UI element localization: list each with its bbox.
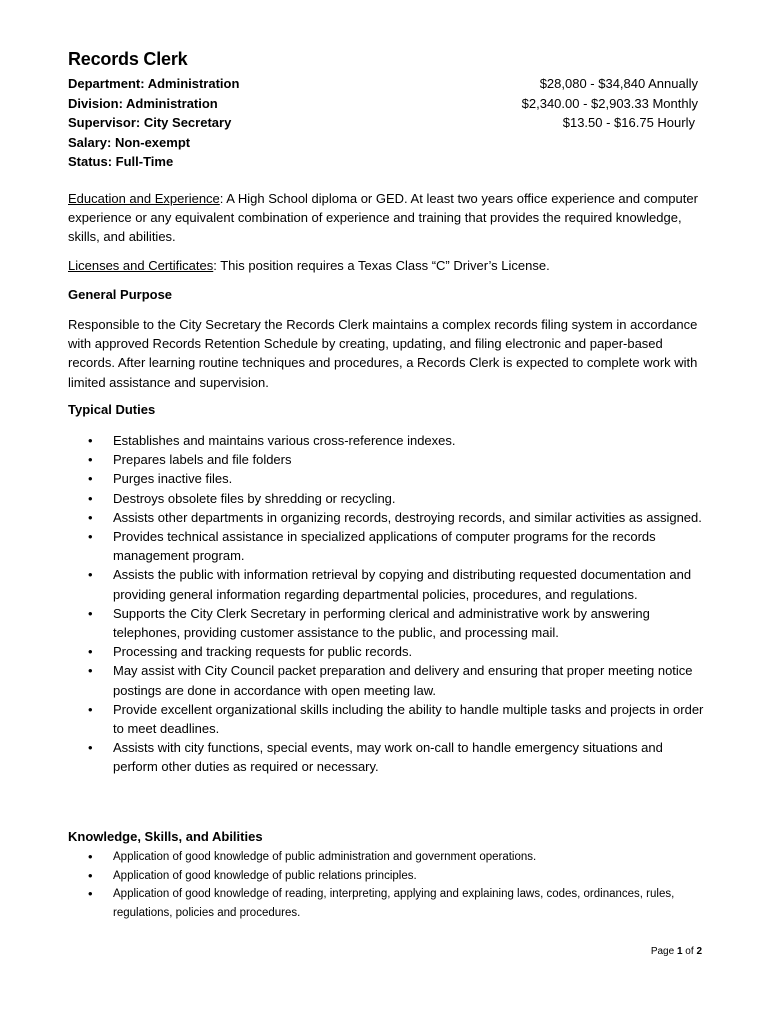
licenses-paragraph [68,256,708,275]
bullet-icon: • [88,471,93,487]
bullet-icon: • [88,663,93,679]
list-item: • Purges inactive files. [68,469,708,488]
education-text: : A High School diploma or GED. At least two years office experience and computer experience or any equivalent combination of experience and training that provides the required knowledge, skills, and abilities. [68,191,698,245]
ksa-heading: Knowledge, Skills, and Abilities [68,829,263,844]
bullet-icon: • [88,452,93,468]
division-line: Division: Administration [68,95,218,111]
job-details [68,74,239,172]
employment-status-line: Status: Full-Time [68,154,174,170]
list-item: • Assists other departments in organizing records, destroying records, and similar activities as assigned. [68,508,708,527]
bullet-icon: • [88,701,93,717]
list-item: • Application of good knowledge of public relations principles. [68,867,708,886]
education-paragraph [68,189,708,247]
licenses-text: : This position requires a Texas Class “C” Driver’s License. [213,258,550,273]
annual-salary: $28,080 - $34,840 Annually [539,76,698,91]
bullet-icon: • [88,605,93,621]
education-label: Education and Experience [68,191,220,206]
list-item: • Application of good knowledge of public administration and government operations. [68,848,708,867]
bullet-icon: • [88,644,93,660]
list-item: • Establishes and maintains various cross-reference indexes. [68,431,708,450]
bullet-icon: • [88,433,93,448]
list-item: • Provide excellent organizational skills including the ability to handle multiple tasks and projects in order to meet deadlines. [88,701,704,737]
monthly-salary: $2,340.00 - $2,903.33 Monthly [521,95,698,111]
bullet-icon: • [88,886,93,901]
page-number: Page 1 of 2 [650,946,702,957]
list-item: • Assists with city functions, special events, may work on-call to handle emergency situations and perform other duties as required or necessary. [88,740,663,775]
bullet-icon: • [88,490,93,506]
department-line: Department: Administration [68,76,240,91]
list-item: • Provides technical assistance in specialized applications of computer programs for the records management program. [88,529,656,564]
list-item: • Assists the public with information retrieval by copying and distributing requested documentation and providing general information regarding departmental policies, procedures, and regulations. [88,567,692,602]
salary-ranges [522,74,698,133]
general-purpose-heading: General Purpose [68,287,173,302]
list-item: • Processing and tracking requests for public records. [68,642,708,661]
typical-duties-list [68,431,708,777]
bullet-icon: • [88,567,93,583]
list-item: • Prepares labels and file folders [68,450,708,469]
bullet-icon: • [88,867,93,883]
hourly-salary: $13.50 - $16.75 Hourly [562,115,695,131]
bullet-icon: • [88,529,93,545]
bullet-icon: • [88,849,93,864]
bullet-icon: • [88,740,93,756]
list-item: • Supports the City Clerk Secretary in performing clerical and administrative work by answering telephones, providing customer assistance to the public, and processing mail. [88,605,650,641]
page-title: Records Clerk [68,49,188,69]
general-purpose-text: Responsible to the City Secretary the Records Clerk maintains a complex records filing system in accordance with approved Records Retention Schedule by creating, updating, and filing electronic and paper-based records. After learning routine techniques and procedures, a Records Clerk is expected to complete work with limited assistance and supervision. [68,317,698,390]
bullet-icon: • [88,509,93,525]
list-item: • May assist with City Council packet preparation and delivery and ensuring that proper meeting notice postings are done in accordance with open meeting law. [88,663,693,698]
typical-duties-heading: Typical Duties [68,402,156,417]
supervisor-line: Supervisor: City Secretary [68,115,232,131]
ksa-list [68,848,708,922]
licenses-label: Licenses and Certificates [68,258,214,273]
list-item: • Application of good knowledge of reading, interpreting, applying and explaining laws, codes, ordinances, rules, regulations, policies and procedures. [88,886,675,919]
list-item: • Destroys obsolete files by shredding or recycling. [68,489,708,508]
salary-status-line: Salary: Non-exempt [68,134,191,150]
